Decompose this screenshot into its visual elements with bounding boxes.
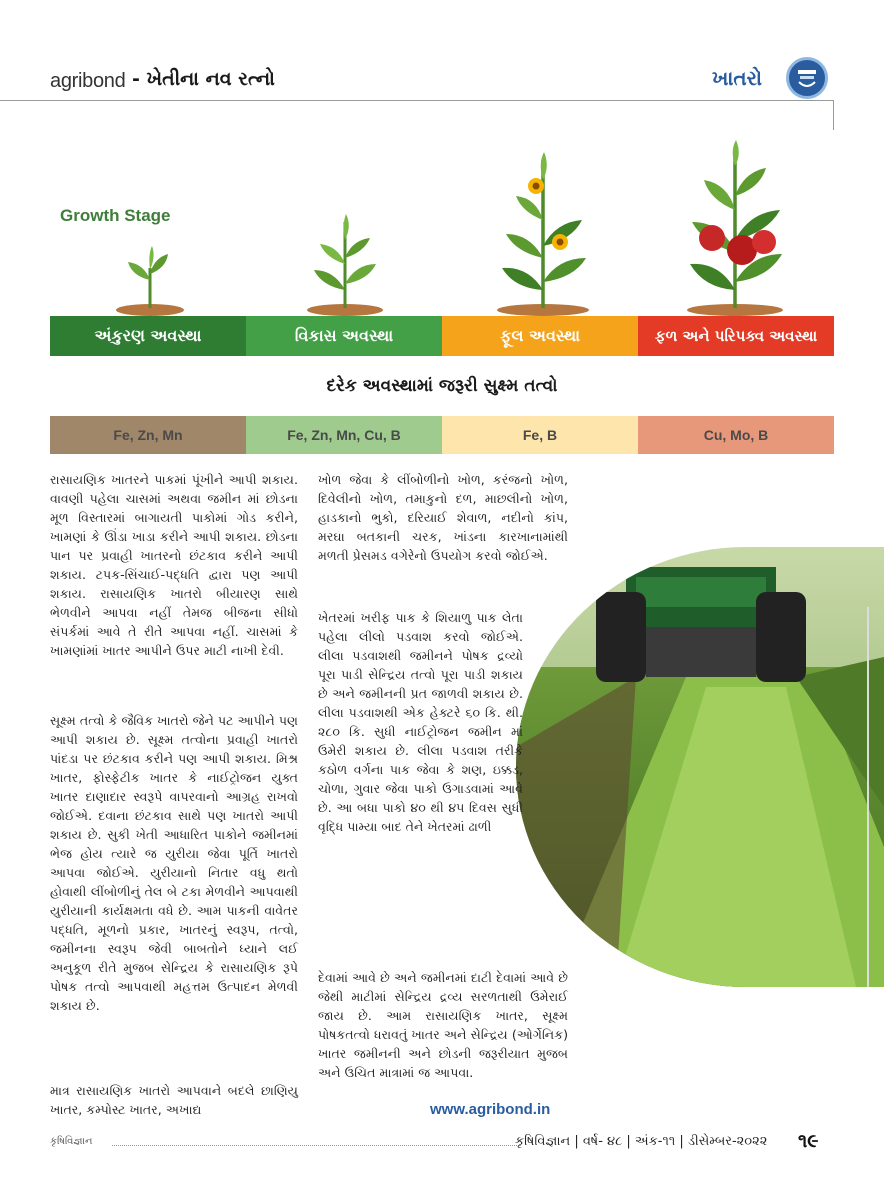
paragraph-conclusion: દેવામાં આવે છે અને જમીનમાં દાટી દેવામાં આવે છે જેથી માટીમાં સેન્દ્રિય દ્રવ્ય સરળતાથી ઉમેરાઈ જાય છે. આમ રાસાયણિક ખાતર, સૂક્ષ્મ પોષકતત્વો ધરાવતું ખાતર અને સેન્દ્રિય (ઓર્ગેનિક) ખાતર જમીનની અને છોડની જરૂરીયાત મુજબ અને ઉચિત માત્રામાં જ આપવા. <box>318 970 568 1080</box>
paragraph-micronutrients: સૂક્ષ્મ તત્વો કે જૈવિક ખાતરો જેને પટ આપીને પણ આપી શકાય છે. સૂક્ષ્મ તત્વોના પ્રવાહી ખાતરો પાંદડા પર છંટકાવ કરીને પણ આપી શકાય. મિશ્ર ખાતર, ફોસ્ફેટીક ખાતર કે નાઈટ્રોજન યુક્ત ખાતર દાણાદાર સ્વરૂપે વાપરવાનો આગ્રહ રાખવો જોઈએ. દવાના છંટકાવ સાથે પણ ખાતરો આપી શકાય છે. સુકી ખેતી આધારિત પાકોને જમીનમાં ભેજ હોય ત્યારે જ યુરીયા જેવા પૂર્તિ ખાતરો આપવા જોઈએ. યુરીયાનો નિતાર વધુ થતો હોવાથી લીંબોળીનું તેલ બે ટકા મેળવીને આપવાથી યુરીયાની કાર્યક્ષમતા વધે છે. આમ પાકની વાવેતર પદ્ધતિ, મૂળનો પ્રકાર, ખાતરનું સ્વરૂપ, તત્વો, જમીનના સ્વરૂપ જેવી બાબતોને ધ્યાને લઈ અનુકૂળ રીતે મુજબ સેન્દ્રિય કે રાસાયણિક રૂપે પોષક તત્વો આપવાથી મહત્તમ ઉત્પાદન મેળવી શકાય છે. <box>50 713 298 1013</box>
nutrients-vegetative: Fe, Zn, Mn, Cu, B <box>246 416 442 454</box>
website-link[interactable]: www.agribond.in <box>430 1101 551 1118</box>
growth-stage-bar <box>50 316 834 356</box>
paragraph-green-manure: ખેતરમાં ખરીફ પાક કે શિયાળુ પાક લેતા પહેલા લીલો પડવાશ કરવો જોઈએ. લીલા પડવાશથી જમીનને પોષક દ્રવ્યો પૂરા પાડી સેન્દ્રિય તત્વો પૂરા પાડી શકાય છે અને જમીનની પ્રત જાળવી શકાય છે. લીલા પડવાશથી એક હેક્ટરે ૬૦ કિ. થી. ૨૮૦ કિ. સુધી નાઈટ્રોજન જમીન માં ઉમેરી શકાય છે. લીલા પડવાશ તરીકે કઠોળ વર્ગના પાક જેવા કે શણ, ઇક્કડ, ચોળા, ગુવાર જેવા પાકો ઉગાડવામાં આવે છે. આ બધા પાકો ૪૦ થી ૪૫ દિવસ સુધી વૃદ્ધિ પામ્યા બાદ તેને ખેતરમાં ઢાળી <box>318 610 523 834</box>
fertilizer-logo-icon <box>786 57 828 99</box>
green-manure-field-photo <box>516 547 884 987</box>
footer-issue-info: કૃષિવિજ્ઞાન | વર્ષ- ૪૮ | અંક-૧૧ | ડીસેમ્બર-૨૦૨૨ <box>515 1134 768 1149</box>
growth-stage-label: Growth Stage <box>60 206 171 225</box>
nutrients-germination: Fe, Zn, Mn <box>50 416 246 454</box>
paragraph-oil-cakes: ખોળ જેવા કે લીંબોળીનો ખોળ, કરંજનો ખોળ, દિવેલીનો ખોળ, તમાકુનો દળ, માછલીનો ખોળ, હાડકાનો ભુકો, દરિયાઈ શેવાળ, નદીનો કાંપ, મરઘા બતકાની ચરક, ખાંડના કારખાનામાંથી મળતી પ્રેસમડ વગેરેનો ઉપયોગ કરવો જોઈએ. <box>318 472 568 563</box>
flowering-plant-icon <box>488 150 598 316</box>
nutrients-fruiting: Cu, Mo, B <box>638 416 834 454</box>
micronutrient-bar <box>50 416 834 454</box>
footer-publication-name: કૃષિવિજ્ઞાન <box>50 1136 93 1147</box>
page-number: ૧૯ <box>798 1130 819 1152</box>
nutrients-flowering: Fe, B <box>442 416 638 454</box>
micronutrient-title: દરેક અવસ્થામાં જરૂરી સુક્ષ્મ તત્વો <box>326 376 558 396</box>
seedling-plant-icon <box>110 240 190 316</box>
paragraph-organic-intro: માત્ર રાસાયણિક ખાતરો આપવાને બદલે છાણિયુ ખાતર, કમ્પોસ્ટ ખાતર, અખાદ્ય <box>50 1083 298 1117</box>
header-rule-vertical <box>833 100 834 130</box>
section-label: ખાતરો <box>712 66 762 90</box>
header-rule <box>0 100 834 101</box>
stage-flowering: ફૂલ અવસ્થા <box>442 316 638 356</box>
brand-name: agribond <box>50 70 126 92</box>
growing-plant-icon <box>300 210 390 316</box>
stage-vegetative: વિકાસ અવસ્થા <box>246 316 442 356</box>
page-header <box>0 0 884 102</box>
stage-fruiting-maturity: ફળ અને પરિપક્વ અવસ્થા <box>638 316 834 356</box>
fruiting-plant-icon <box>680 140 790 316</box>
paragraph-application-methods: રાસાયણિક ખાતરને પાકમાં પૂંખીને આપી શકાય. વાવણી પહેલા ચાસમાં અથવા જમીન માં છોડના મૂળ વિસ્તારમાં બાગાયતી પાકોમાં ગોડ કરીને, ખામણાં કે ઊંડા ખાડા કરીને આપી શકાય. છોડના પાન પર પ્રવાહી ખાતરનો છંટકાવ કરીને આપી શકાય. ટપક-સિંચાઈ-પદ્ધતિ દ્વારા પણ આપી શકાય. રાસાયણિક ખાતરો બીયારણ સાથે ભેળવીને આપવા નહીં તેમજ બીજના સીધો સંપર્કમાં આવે તે રીતે આપવા નહીં. ચાસમાં કે ખામણાંમાં ખાતર આપીને ઉપર માટી નાખી દેવી. <box>50 472 298 658</box>
series-tagline: - ખેતીના નવ રત્નો <box>132 68 275 90</box>
stage-germination: અંકુરણ અવસ્થા <box>50 316 246 356</box>
footer-dotted-rule <box>112 1145 517 1146</box>
